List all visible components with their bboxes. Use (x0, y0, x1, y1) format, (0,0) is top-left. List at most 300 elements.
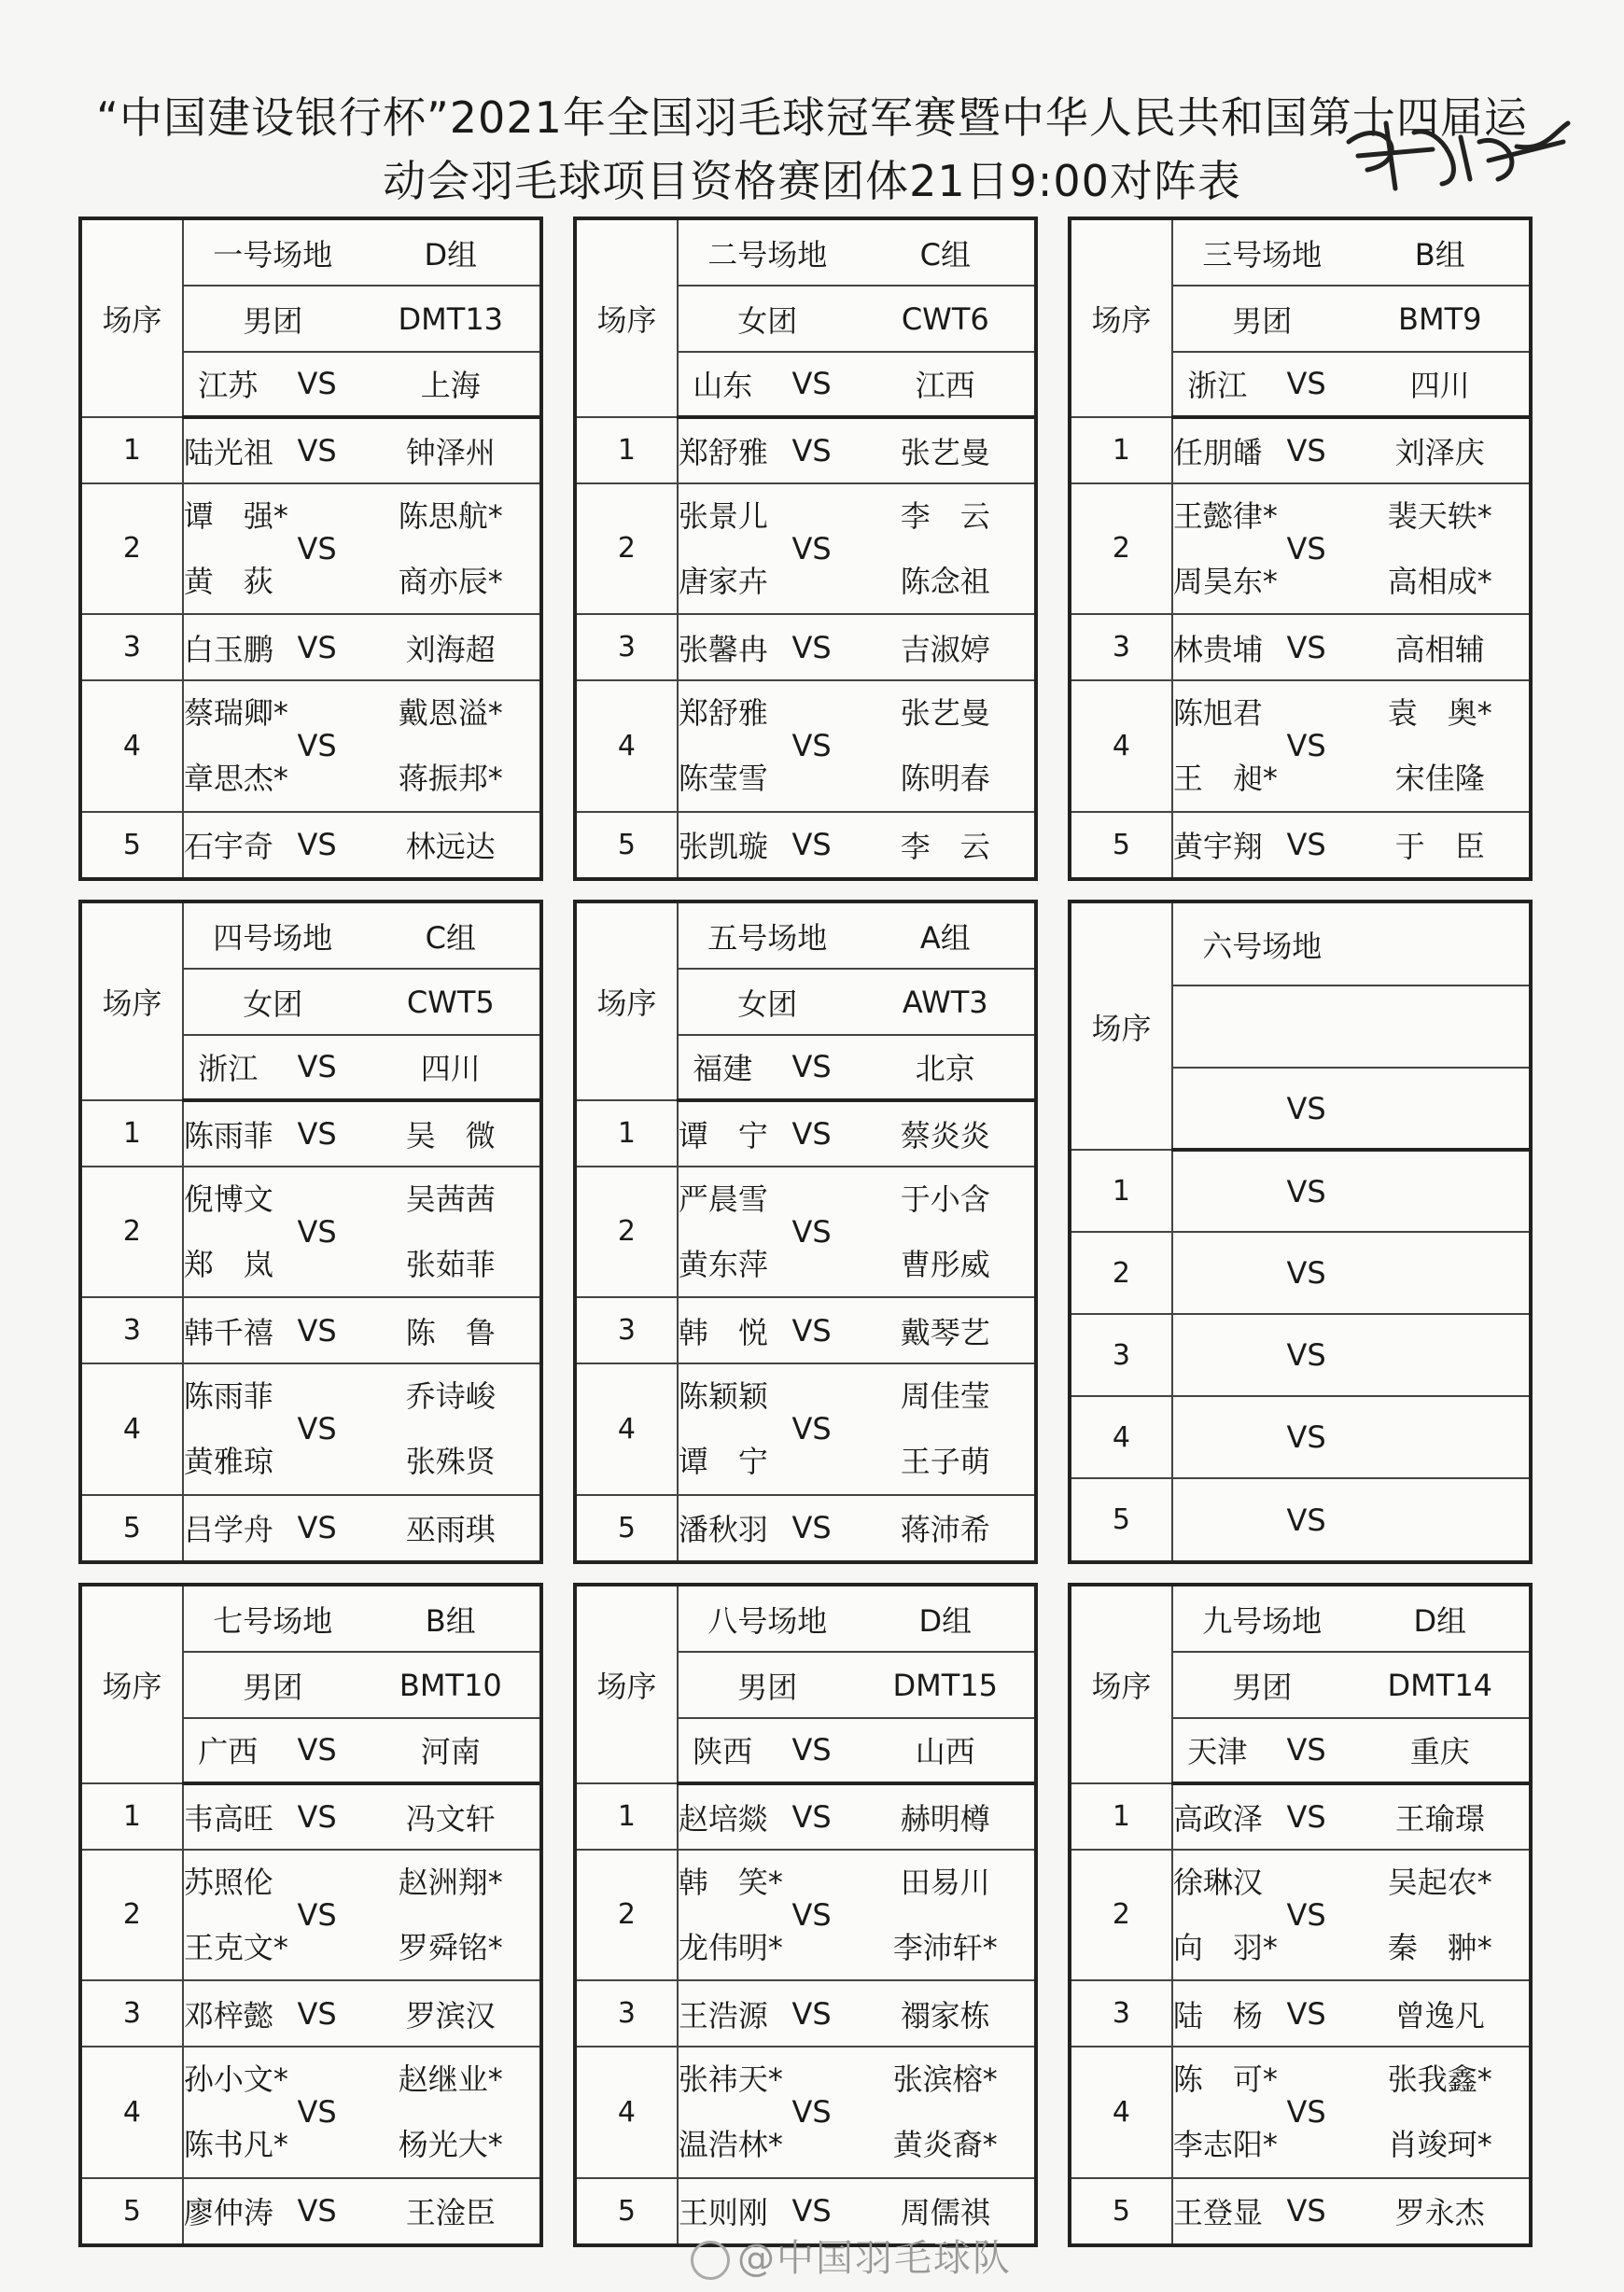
player-name: 王懿律* (1172, 498, 1278, 535)
court-name: 四号场地 (183, 903, 362, 969)
vs-label: VS (767, 680, 857, 812)
match-seq: 5 (82, 1495, 183, 1560)
vs-label: VS (273, 1167, 362, 1298)
match-row (82, 680, 539, 812)
group-label: B组 (362, 1586, 539, 1652)
player-a: 韩千禧 (183, 1297, 273, 1363)
team-b: 北京 (857, 1035, 1034, 1100)
match-row (1071, 1980, 1529, 2046)
match-row (1071, 1850, 1529, 1981)
team-b: 上海 (362, 352, 539, 417)
player-a (678, 1850, 783, 1981)
court-name: 八号场地 (678, 1586, 857, 1652)
match-row (1071, 1396, 1529, 1478)
match-seq: 3 (1071, 1314, 1172, 1396)
match-row (82, 1297, 539, 1363)
match-row (82, 1167, 539, 1298)
player-name: 张我鑫* (1387, 2061, 1492, 2098)
vs-label: VS (767, 1363, 857, 1495)
vs-label: VS (273, 1783, 362, 1849)
seq-header: 场序 (577, 220, 678, 417)
player-a (183, 2047, 288, 2178)
vs-label: VS (1262, 1478, 1351, 1560)
player-name: 张艺曼 (900, 695, 990, 732)
vs-label: VS (1262, 1314, 1351, 1396)
player-name: 黄炎裔* (892, 2126, 998, 2162)
group-label: D组 (1351, 1586, 1529, 1652)
player-name: 秦 翀* (1387, 1929, 1492, 1965)
match-row (82, 2178, 539, 2243)
player-name: 向 羽* (1172, 1929, 1278, 1965)
weibo-watermark (691, 2229, 1012, 2282)
vs-label: VS (273, 812, 362, 877)
player-name: 商亦辰* (398, 563, 503, 599)
player-name: 徐琳汉 (1172, 1865, 1263, 1901)
player-name: 陈念祖 (900, 563, 990, 599)
player-b (857, 1850, 1034, 1981)
player-name: 章思杰* (183, 760, 288, 796)
match-code: AWT3 (857, 969, 1034, 1034)
match-seq: 2 (1071, 1850, 1172, 1981)
player-name: 蔡瑞卿* (183, 695, 288, 732)
player-a: 邓梓懿 (183, 1980, 273, 2046)
player-a (678, 1363, 767, 1495)
match-seq: 4 (82, 2047, 183, 2178)
player-a: 张馨冉 (678, 614, 767, 679)
title-line-1: “中国建设银行杯”2021年全国羽毛球冠军赛暨中华人民共和国第十四届运 (96, 92, 1528, 143)
player-b: 张艺曼 (857, 417, 1034, 482)
match-row (82, 1850, 539, 1981)
seq-header: 场序 (577, 903, 678, 1100)
match-row (1071, 483, 1529, 615)
team-type: 男团 (183, 1652, 362, 1717)
player-name: 赵继业* (398, 2061, 503, 2098)
vs-label: VS (273, 2047, 362, 2178)
vs-label: VS (1262, 1232, 1351, 1314)
team-b: 重庆 (1351, 1718, 1529, 1783)
vs-label: VS (273, 1100, 362, 1166)
match-seq: 5 (577, 812, 678, 877)
player-name: 高相成* (1387, 563, 1492, 599)
player-b: 戴琴艺 (857, 1297, 1034, 1363)
vs-label: VS (273, 1495, 362, 1560)
match-row (577, 1297, 1034, 1363)
vs-label: VS (767, 1495, 857, 1560)
player-b: 陈 鲁 (362, 1297, 539, 1363)
vs-label: VS (273, 352, 362, 417)
match-seq: 3 (82, 614, 183, 679)
match-seq: 2 (577, 1850, 678, 1981)
match-code (1351, 985, 1529, 1068)
team-b: 江西 (857, 352, 1034, 417)
match-seq: 2 (82, 1167, 183, 1298)
team-b: 四川 (362, 1035, 539, 1100)
match-seq: 3 (1071, 1980, 1172, 2046)
player-name: 周佳莹 (900, 1378, 990, 1415)
player-a (1172, 1150, 1262, 1232)
player-a: 廖仲涛 (183, 2178, 273, 2243)
player-name: 苏照伦 (183, 1865, 273, 1901)
player-a: 石宇奇 (183, 812, 273, 877)
match-seq: 1 (82, 1783, 183, 1849)
player-a: 谭 宁 (678, 1100, 767, 1166)
match-code: BMT10 (362, 1652, 539, 1717)
vs-label: VS (1262, 1150, 1351, 1232)
player-b: 王淦臣 (362, 2178, 539, 2243)
match-row (577, 1783, 1034, 1849)
player-b (857, 680, 1034, 812)
player-name: 陈莹雪 (678, 760, 768, 796)
vs-label: VS (273, 614, 362, 679)
player-b: 曾逸凡 (1351, 1980, 1529, 2046)
player-a (1172, 680, 1278, 812)
match-row (577, 1167, 1034, 1298)
court-name: 二号场地 (678, 220, 857, 286)
vs-label: VS (1262, 1068, 1351, 1150)
match-code: CWT6 (857, 286, 1034, 351)
vs-label: VS (767, 1850, 857, 1981)
match-seq: 1 (1071, 1783, 1172, 1849)
vs-label: VS (767, 1100, 857, 1166)
team-type: 男团 (183, 286, 362, 351)
court-table (573, 1583, 1038, 2247)
vs-label: VS (1262, 680, 1351, 812)
player-b (1351, 483, 1529, 615)
group-label: D组 (362, 220, 539, 286)
court-table (78, 900, 543, 1564)
vs-label: VS (273, 1850, 362, 1981)
match-seq: 4 (1071, 2047, 1172, 2178)
player-name: 唐家卉 (678, 563, 768, 599)
vs-label: VS (767, 812, 857, 877)
vs-label: VS (767, 417, 857, 482)
player-name: 肖竣珂* (1387, 2126, 1492, 2162)
player-a (183, 680, 288, 812)
match-seq: 1 (577, 1783, 678, 1849)
vs-label: VS (273, 1980, 362, 2046)
match-row (82, 1363, 539, 1495)
player-b: 王瑜璟 (1351, 1783, 1529, 1849)
match-seq: 5 (577, 2178, 678, 2243)
match-seq: 4 (577, 1363, 678, 1495)
match-row (1071, 417, 1529, 482)
player-name: 陈旭君 (1172, 695, 1263, 732)
match-row (577, 1100, 1034, 1166)
player-b: 巫雨琪 (362, 1495, 539, 1560)
vs-label: VS (1262, 1980, 1351, 2046)
player-name: 陈 可* (1172, 2061, 1278, 2098)
team-type: 女团 (183, 969, 362, 1034)
match-row (577, 812, 1034, 877)
player-name: 陈思航* (398, 498, 503, 535)
team-b: 山西 (857, 1718, 1034, 1783)
match-seq: 1 (1071, 417, 1172, 482)
team-a: 浙江 (1172, 352, 1262, 417)
player-b (857, 1363, 1034, 1495)
court-table (1068, 217, 1533, 881)
title-line-2: 动会羽毛球项目资格赛团体21日9:00对阵表 (383, 156, 1241, 206)
vs-label: VS (767, 1783, 857, 1849)
match-seq: 4 (577, 680, 678, 812)
player-a: 高政泽 (1172, 1783, 1262, 1849)
player-b: 刘泽庆 (1351, 417, 1529, 482)
player-b (362, 483, 539, 615)
player-b: 李 云 (857, 812, 1034, 877)
group-label: D组 (857, 1586, 1034, 1652)
vs-label: VS (767, 483, 857, 615)
seq-header: 场序 (82, 903, 183, 1100)
match-row (82, 1980, 539, 2046)
player-name: 陈书凡* (183, 2126, 288, 2162)
player-b (1351, 1396, 1529, 1478)
vs-label: VS (1262, 2047, 1351, 2178)
player-a: 吕学舟 (183, 1495, 273, 1560)
match-seq: 4 (1071, 1396, 1172, 1478)
player-a: 林贵埔 (1172, 614, 1262, 679)
player-a (1172, 1850, 1278, 1981)
match-row (1071, 1783, 1529, 1849)
player-a: 任朋皤 (1172, 417, 1262, 482)
match-row (1071, 812, 1529, 877)
match-seq: 3 (577, 1297, 678, 1363)
player-b: 刘海超 (362, 614, 539, 679)
player-b (362, 2047, 539, 2178)
match-seq: 2 (577, 483, 678, 615)
court-name: 五号场地 (678, 903, 857, 969)
court-table (78, 217, 543, 881)
player-a: 潘秋羽 (678, 1495, 767, 1560)
vs-label: VS (273, 1718, 362, 1783)
court-table (1068, 900, 1533, 1564)
group-label: C组 (362, 903, 539, 969)
team-a: 广西 (183, 1718, 273, 1783)
match-row (577, 483, 1034, 615)
player-b (1351, 1314, 1529, 1396)
player-a: 王登显 (1172, 2178, 1262, 2243)
player-b (857, 2047, 1034, 2178)
court-name: 三号场地 (1172, 220, 1351, 286)
match-seq: 2 (82, 1850, 183, 1981)
player-a: 黄宇翔 (1172, 812, 1262, 877)
seq-header: 场序 (1071, 220, 1172, 417)
group-label: A组 (857, 903, 1034, 969)
player-name: 戴恩溢* (398, 695, 503, 732)
player-b: 吴 微 (362, 1100, 539, 1166)
player-name: 于小含 (900, 1181, 990, 1218)
group-label: C组 (857, 220, 1034, 286)
match-seq: 3 (82, 1980, 183, 2046)
player-a: 陆 杨 (1172, 1980, 1262, 2046)
player-a: 王则刚 (678, 2178, 767, 2243)
vs-label: VS (767, 2047, 857, 2178)
match-row (82, 2047, 539, 2178)
player-a (1172, 2047, 1278, 2178)
player-name: 陈颖颖 (678, 1378, 768, 1415)
vs-label: VS (1262, 483, 1351, 615)
match-row (577, 1363, 1034, 1495)
vs-label: VS (767, 1297, 857, 1363)
match-row (577, 1850, 1034, 1981)
player-name: 倪博文 (183, 1181, 273, 1218)
match-seq: 1 (577, 417, 678, 482)
vs-label: VS (1262, 1850, 1351, 1981)
match-row (82, 812, 539, 877)
vs-label: VS (273, 1363, 362, 1495)
match-row (1071, 680, 1529, 812)
team-type: 女团 (678, 286, 857, 351)
match-row (1071, 1478, 1529, 1560)
vs-label: VS (767, 2178, 857, 2243)
team-type (1172, 985, 1351, 1068)
player-a (183, 483, 288, 615)
match-code: DMT14 (1351, 1652, 1529, 1717)
player-a (1172, 1396, 1262, 1478)
player-name: 李 云 (900, 498, 990, 535)
player-name: 谭 强* (183, 498, 288, 535)
team-a: 陕西 (678, 1718, 767, 1783)
vs-label: VS (1262, 417, 1351, 482)
player-name: 郑舒雅 (678, 695, 768, 732)
team-a: 浙江 (183, 1035, 273, 1100)
vs-label: VS (1262, 2178, 1351, 2243)
team-a: 福建 (678, 1035, 767, 1100)
player-name: 宋佳隆 (1394, 760, 1485, 796)
player-name: 杨光大* (398, 2126, 503, 2162)
player-b: 高相辅 (1351, 614, 1529, 679)
vs-label: VS (273, 483, 362, 615)
team-type: 男团 (1172, 1652, 1351, 1717)
match-seq: 1 (1071, 1150, 1172, 1232)
team-a: 山东 (678, 352, 767, 417)
player-name: 田易川 (900, 1865, 990, 1901)
player-b (1351, 680, 1529, 812)
player-name: 吴茜茜 (405, 1181, 496, 1218)
player-name: 乔诗峻 (405, 1378, 496, 1415)
match-seq: 5 (1071, 2178, 1172, 2243)
player-name: 吴起农* (1387, 1865, 1492, 1901)
player-a (1172, 1232, 1262, 1314)
match-row (1071, 1232, 1529, 1314)
match-seq: 1 (82, 417, 183, 482)
match-row (577, 2047, 1034, 2178)
match-seq: 3 (82, 1297, 183, 1363)
match-row (82, 614, 539, 679)
player-name: 温浩林* (678, 2126, 783, 2162)
match-seq: 3 (577, 614, 678, 679)
player-a (183, 1363, 273, 1495)
match-row (1071, 2047, 1529, 2178)
player-b (1351, 1478, 1529, 1560)
match-seq: 4 (82, 1363, 183, 1495)
match-row (577, 680, 1034, 812)
match-row (577, 417, 1034, 482)
match-seq: 5 (82, 812, 183, 877)
vs-label: VS (767, 1035, 857, 1100)
player-a: 张凯璇 (678, 812, 767, 877)
player-a: 陆光祖 (183, 417, 273, 482)
player-b: 于 臣 (1351, 812, 1529, 877)
match-seq: 2 (82, 483, 183, 615)
vs-label: VS (1262, 614, 1351, 679)
group-label: B组 (1351, 220, 1529, 286)
player-name: 陈明春 (900, 760, 990, 796)
player-name: 龙伟明* (678, 1929, 783, 1965)
player-name: 李志阳* (1172, 2126, 1278, 2162)
team-a: 江苏 (183, 352, 273, 417)
player-name: 裴天轶* (1387, 498, 1492, 535)
player-b: 蒋沛希 (857, 1495, 1034, 1560)
player-a: 王浩源 (678, 1980, 767, 2046)
match-seq: 5 (1071, 1478, 1172, 1560)
seq-header: 场序 (1071, 903, 1172, 1150)
match-row (1071, 614, 1529, 679)
player-b: 禤家栋 (857, 1980, 1034, 2046)
player-name: 韩 笑* (678, 1865, 783, 1901)
player-a (183, 1167, 273, 1298)
match-row (1071, 1150, 1529, 1232)
player-b (362, 1363, 539, 1495)
match-seq: 4 (82, 680, 183, 812)
player-name: 曹彤威 (900, 1246, 990, 1282)
player-name: 李沛轩* (892, 1929, 998, 1965)
player-b: 周儒祺 (857, 2178, 1034, 2243)
player-name: 孙小文* (183, 2061, 288, 2098)
player-name: 张茹菲 (405, 1246, 496, 1282)
court-table (1068, 1583, 1533, 2247)
court-name: 九号场地 (1172, 1586, 1351, 1652)
group-label (1351, 903, 1529, 985)
team-type: 女团 (678, 969, 857, 1034)
match-seq: 5 (1071, 812, 1172, 877)
player-b (857, 1167, 1034, 1298)
player-b: 蔡炎炎 (857, 1100, 1034, 1166)
match-seq: 3 (577, 1980, 678, 2046)
watermark-text: @中国羽毛球队 (737, 2237, 1012, 2280)
player-name: 罗舜铭* (398, 1929, 503, 1965)
player-name: 张祎天* (678, 2061, 783, 2098)
match-row (82, 417, 539, 482)
match-row (577, 1495, 1034, 1560)
player-a (1172, 483, 1278, 615)
match-row (82, 1495, 539, 1560)
player-a: 韦高旺 (183, 1783, 273, 1849)
player-a (1172, 1478, 1262, 1560)
player-a (678, 680, 767, 812)
player-b: 罗滨汉 (362, 1980, 539, 2046)
vs-label: VS (273, 680, 362, 812)
match-row (577, 614, 1034, 679)
player-b: 赫明樽 (857, 1783, 1034, 1849)
handwritten-signature (1330, 105, 1573, 207)
match-seq: 5 (82, 2178, 183, 2243)
team-a (1172, 1068, 1262, 1150)
player-name: 周昊东* (1172, 563, 1278, 599)
match-seq: 1 (82, 1100, 183, 1166)
court-table (573, 900, 1038, 1564)
player-a (678, 1167, 767, 1298)
match-seq: 4 (1071, 680, 1172, 812)
player-name: 郑 岚 (183, 1246, 273, 1282)
player-name: 王 昶* (1172, 760, 1278, 796)
vs-label: VS (273, 1035, 362, 1100)
seq-header: 场序 (1071, 1586, 1172, 1783)
match-seq: 5 (577, 1495, 678, 1560)
team-type: 男团 (678, 1652, 857, 1717)
seq-header: 场序 (577, 1586, 678, 1783)
vs-label: VS (767, 1718, 857, 1783)
court-name: 一号场地 (183, 220, 362, 286)
player-name: 袁 奥* (1387, 695, 1492, 732)
